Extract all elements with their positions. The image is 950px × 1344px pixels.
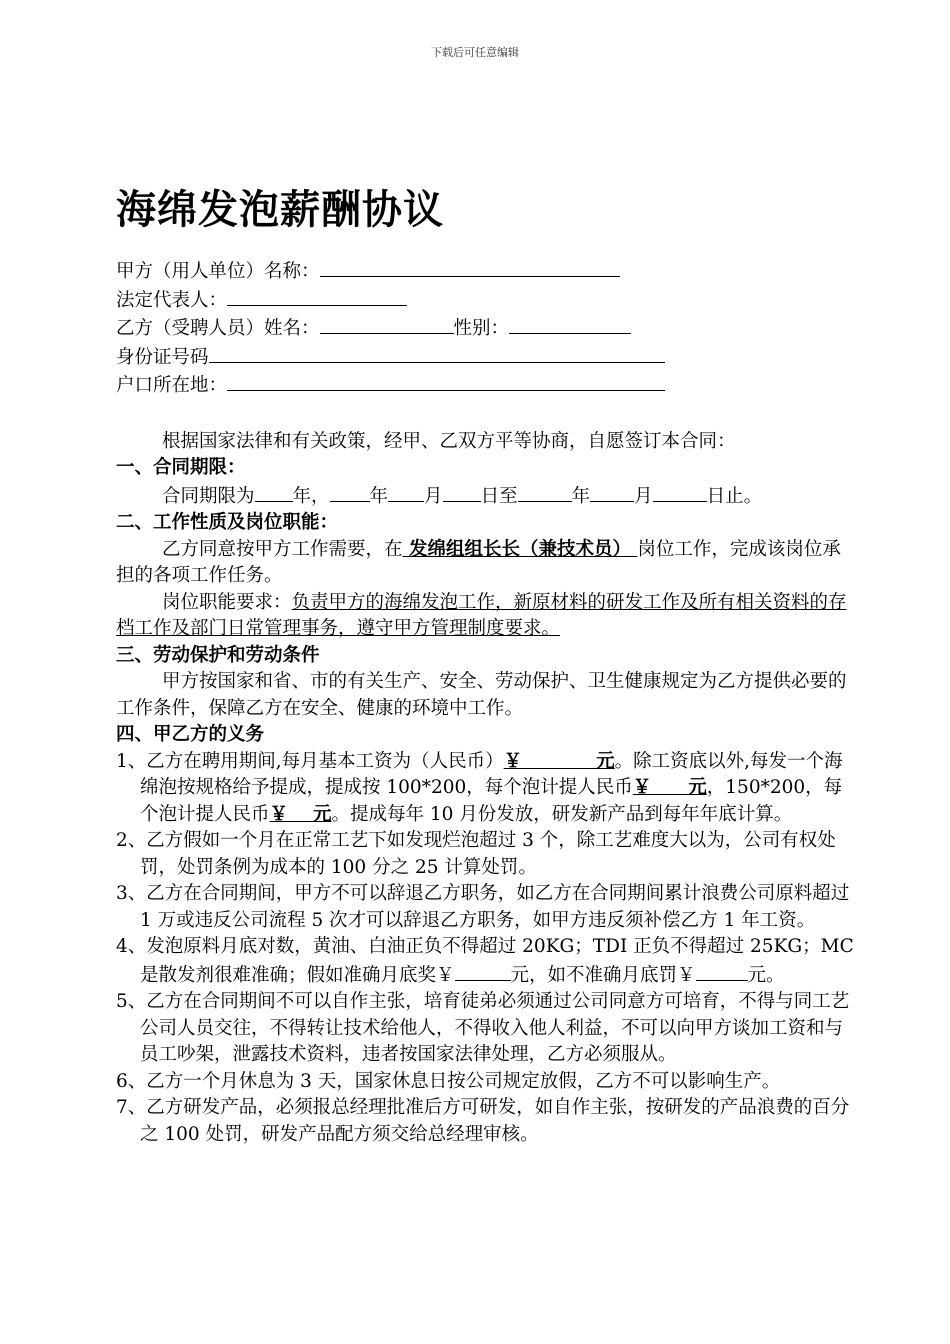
intro-paragraph: 根据国家法律和有关政策，经甲、乙双方平等协商，自愿签订本合同： — [162, 430, 736, 452]
position-text: 岗位工作，完成该岗位承担的各项工作任务。 — [116, 538, 841, 586]
term-text: 年 — [571, 485, 591, 507]
item-text: 。除工资底以外,每发一个海绵泡按规格给予提成，提成按 100*200，每个泡计提人民币 — [140, 750, 843, 798]
party-b-name-field[interactable] — [320, 314, 454, 334]
item-text: 4、发泡原料月底对数，黄油、白油正负不得超过 20KG；TDI 正负不得超过 25KG；MC 是散发剂很难准确；假如准确月底奖￥ — [116, 936, 854, 986]
conditions-paragraph: 甲方按国家和省、市的有关生产、安全、劳动保护、卫生健康规定为乙方提供必要的工作条件，保障乙方在安全、健康的环境中工作。 — [116, 671, 847, 719]
duties-text: 负责甲方的海绵发泡工作，新原材料的研发工作及所有相关资料的存档工作及部门日常管理事务，遵守甲方管理制度要求。 — [116, 591, 847, 639]
header-watermark: 下载后可任意编辑 — [431, 46, 519, 59]
legal-rep-field[interactable] — [227, 286, 407, 306]
item-text: 元，如不准确月底罚￥ — [510, 964, 696, 986]
section-3-heading: 三、劳动保护和劳动条件 — [116, 644, 320, 666]
party-a-name-field[interactable] — [320, 257, 620, 277]
party-a-label: 甲方（用人单位）名称： — [116, 261, 320, 282]
document-body — [116, 257, 856, 1148]
obligation-item-4 — [116, 934, 856, 989]
end-month-field[interactable] — [590, 482, 634, 502]
term-text: 年， — [292, 485, 330, 507]
term-text: 月 — [424, 485, 443, 507]
item-text: ，150*200，每个泡计提人民币 — [140, 777, 843, 825]
party-a-line — [116, 257, 856, 286]
base-salary-amount: ￥ 元 — [503, 750, 615, 772]
party-b-line — [116, 314, 856, 343]
commission-amount-150x200: ￥ 元 — [269, 803, 332, 825]
obligation-item-7: 7、乙方研发产品，必须报总经理批准后方可研发，如自作主张，按研发的产品浪费的百分之 100 处罚，研发产品配方须交给总经理审核。 — [116, 1097, 850, 1145]
section-4-heading: 四、甲乙方的义务 — [116, 724, 265, 745]
bonus-amount-field[interactable] — [455, 961, 511, 981]
hukou-line — [116, 371, 856, 400]
gender-field[interactable] — [509, 314, 631, 334]
term-years-field[interactable] — [255, 482, 293, 502]
start-month-field[interactable] — [388, 482, 424, 502]
hukou-label: 户口所在地： — [116, 375, 228, 396]
party-b-label: 乙方（受聘人员）姓名： — [116, 318, 320, 339]
id-line — [116, 343, 856, 372]
contract-term-line — [116, 482, 856, 511]
start-day-field[interactable] — [443, 482, 481, 502]
obligation-item-1 — [116, 749, 856, 829]
end-day-field[interactable] — [653, 482, 707, 502]
term-text: 年 — [369, 485, 389, 507]
term-text: 日止。 — [706, 485, 763, 507]
legal-rep-label: 法定代表人： — [116, 289, 228, 311]
id-label: 身份证号码 — [116, 346, 209, 368]
obligation-item-6: 6、乙方一个月休息为 3 天，国家休息日按公司规定放假，乙方不可以影响生产。 — [116, 1070, 781, 1092]
duties-paragraph — [116, 590, 856, 643]
item-text: 1、乙方在聘用期间,每月基本工资为（人民币） — [116, 750, 504, 772]
term-text: 合同期限为 — [162, 485, 255, 507]
obligation-item-2: 2、乙方假如一个月在正常工艺下如发现烂泡超过 3 个，除工艺难度大以为，公司有权处罚，处罚条例为成本的 100 分之 25 计算处罚。 — [116, 830, 836, 878]
penalty-amount-field[interactable] — [696, 961, 748, 981]
obligation-item-3: 3、乙方在合同期间，甲方不可以辞退乙方职务，如乙方在合同期间累计浪费公司原料超过 1 万或违反公司流程 5 次才可以辞退乙方职务，如甲方违反须补偿乙方 1 年工资。 — [116, 883, 850, 931]
document-title: 海绵发泡薪酬协议 — [116, 187, 444, 233]
hukou-field[interactable] — [227, 371, 665, 391]
end-year-field[interactable] — [518, 482, 572, 502]
duties-label: 岗位职能要求： — [162, 591, 292, 613]
legal-rep-line — [116, 286, 856, 315]
section-2-heading: 二、工作性质及岗位职能： — [116, 512, 339, 533]
start-year-field[interactable] — [330, 482, 370, 502]
term-text: 日至 — [480, 485, 518, 507]
item-text: 。提成每年 10 月份发放，研发新产品到每年年底计算。 — [331, 803, 793, 825]
commission-amount-100x200: ￥ 元 — [632, 777, 707, 798]
id-number-field[interactable] — [209, 343, 665, 363]
gender-label: 性别： — [453, 318, 510, 339]
obligation-item-5: 5、乙方在合同期间不可以自作主张，培育徒弟必须通过公司同意方可培育，不得与同工艺公司人员交往，不得转让技术给他人，不得收入他人利益，不可以向甲方谈加工资和与员工吵架，泄露技术资料，违者按国家法律处理，乙方必须服从。 — [116, 991, 850, 1065]
item-text: 元。 — [747, 964, 785, 986]
position-text: 乙方同意按甲方工作需要，在 — [162, 538, 403, 560]
job-title: 发绵组组长长（兼技术员） — [402, 538, 638, 560]
position-paragraph — [116, 537, 856, 590]
term-text: 月 — [634, 485, 653, 507]
section-1-heading: 一、合同期限： — [116, 457, 246, 478]
